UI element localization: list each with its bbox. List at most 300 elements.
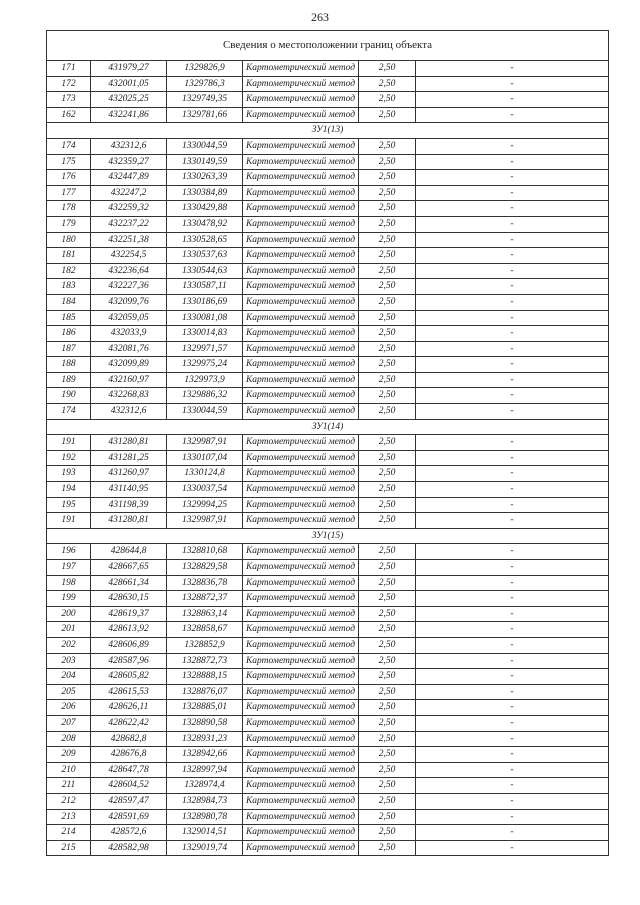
x-coordinate-cell: 428597,47 (91, 793, 167, 809)
method-cell: Картометрический метод (243, 544, 359, 560)
table-row (47, 404, 609, 420)
x-coordinate-cell: 428647,78 (91, 762, 167, 778)
y-coordinate-cell: 1330081,08 (167, 310, 243, 326)
x-coordinate-cell: 432160,97 (91, 372, 167, 388)
description-cell: - (416, 591, 609, 607)
method-cell: Картометрический метод (243, 107, 359, 123)
y-coordinate-cell: 1328829,58 (167, 560, 243, 576)
x-coordinate-cell: 431260,97 (91, 466, 167, 482)
description-cell: - (416, 700, 609, 716)
table-row (47, 357, 609, 373)
description-cell: - (416, 560, 609, 576)
table-row (47, 575, 609, 591)
x-coordinate-cell: 428626,11 (91, 700, 167, 716)
table-row (47, 61, 609, 77)
point-number-cell: 205 (47, 684, 91, 700)
description-cell: - (416, 715, 609, 731)
description-cell: - (416, 637, 609, 653)
x-coordinate-cell: 432254,5 (91, 248, 167, 264)
y-coordinate-cell: 1329994,25 (167, 497, 243, 513)
method-cell: Картометрический метод (243, 357, 359, 373)
accuracy-cell: 2,50 (359, 591, 416, 607)
method-cell: Картометрический метод (243, 575, 359, 591)
accuracy-cell: 2,50 (359, 170, 416, 186)
y-coordinate-cell: 1330124,8 (167, 466, 243, 482)
method-cell: Картометрический метод (243, 622, 359, 638)
x-coordinate-cell: 432359,27 (91, 154, 167, 170)
method-cell: Картометрический метод (243, 466, 359, 482)
description-cell: - (416, 216, 609, 232)
method-cell: Картометрический метод (243, 185, 359, 201)
table-row (47, 466, 609, 482)
point-number-cell: 176 (47, 170, 91, 186)
point-number-cell: 175 (47, 154, 91, 170)
description-cell: - (416, 294, 609, 310)
y-coordinate-cell: 1328858,67 (167, 622, 243, 638)
point-number-cell: 179 (47, 216, 91, 232)
accuracy-cell: 2,50 (359, 747, 416, 763)
x-coordinate-cell: 428587,96 (91, 653, 167, 669)
table-row (47, 622, 609, 638)
table-row (47, 482, 609, 498)
group-label: ЗУ1(13) (47, 123, 609, 139)
description-cell: - (416, 513, 609, 529)
table-row (47, 684, 609, 700)
y-coordinate-cell: 1330014,83 (167, 326, 243, 342)
y-coordinate-cell: 1328890,58 (167, 715, 243, 731)
table-row (47, 653, 609, 669)
point-number-cell: 178 (47, 201, 91, 217)
point-number-cell: 215 (47, 840, 91, 856)
y-coordinate-cell: 1330478,92 (167, 216, 243, 232)
y-coordinate-cell: 1330587,11 (167, 279, 243, 295)
description-cell: - (416, 170, 609, 186)
method-cell: Картометрический метод (243, 715, 359, 731)
method-cell: Картометрический метод (243, 450, 359, 466)
accuracy-cell: 2,50 (359, 76, 416, 92)
y-coordinate-cell: 1329987,91 (167, 435, 243, 451)
description-cell: - (416, 840, 609, 856)
y-coordinate-cell: 1328872,73 (167, 653, 243, 669)
method-cell: Картометрический метод (243, 591, 359, 607)
table-row (47, 793, 609, 809)
x-coordinate-cell: 431280,81 (91, 435, 167, 451)
y-coordinate-cell: 1329781,66 (167, 107, 243, 123)
y-coordinate-cell: 1329786,3 (167, 76, 243, 92)
description-cell: - (416, 825, 609, 841)
x-coordinate-cell: 432059,05 (91, 310, 167, 326)
description-cell: - (416, 404, 609, 420)
point-number-cell: 174 (47, 138, 91, 154)
method-cell: Картометрический метод (243, 825, 359, 841)
x-coordinate-cell: 432081,76 (91, 341, 167, 357)
y-coordinate-cell: 1329019,74 (167, 840, 243, 856)
method-cell: Картометрический метод (243, 201, 359, 217)
description-cell: - (416, 76, 609, 92)
method-cell: Картометрический метод (243, 248, 359, 264)
point-number-cell: 194 (47, 482, 91, 498)
method-cell: Картометрический метод (243, 762, 359, 778)
method-cell: Картометрический метод (243, 513, 359, 529)
y-coordinate-cell: 1330263,39 (167, 170, 243, 186)
x-coordinate-cell: 428606,89 (91, 637, 167, 653)
x-coordinate-cell: 432447,89 (91, 170, 167, 186)
x-coordinate-cell: 432259,32 (91, 201, 167, 217)
point-number-cell: 189 (47, 372, 91, 388)
point-number-cell: 162 (47, 107, 91, 123)
method-cell: Картометрический метод (243, 747, 359, 763)
point-number-cell: 182 (47, 263, 91, 279)
table-row (47, 185, 609, 201)
x-coordinate-cell: 432033,9 (91, 326, 167, 342)
method-cell: Картометрический метод (243, 700, 359, 716)
table-row (47, 809, 609, 825)
accuracy-cell: 2,50 (359, 606, 416, 622)
accuracy-cell: 2,50 (359, 840, 416, 856)
point-number-cell: 177 (47, 185, 91, 201)
accuracy-cell: 2,50 (359, 793, 416, 809)
description-cell: - (416, 809, 609, 825)
method-cell: Картометрический метод (243, 310, 359, 326)
description-cell: - (416, 263, 609, 279)
description-cell: - (416, 279, 609, 295)
x-coordinate-cell: 432236,64 (91, 263, 167, 279)
point-number-cell: 172 (47, 76, 91, 92)
y-coordinate-cell: 1328863,14 (167, 606, 243, 622)
table-row (47, 263, 609, 279)
table-row (47, 497, 609, 513)
method-cell: Картометрический метод (243, 809, 359, 825)
y-coordinate-cell: 1328997,94 (167, 762, 243, 778)
description-cell: - (416, 138, 609, 154)
x-coordinate-cell: 428682,8 (91, 731, 167, 747)
accuracy-cell: 2,50 (359, 715, 416, 731)
x-coordinate-cell: 432247,2 (91, 185, 167, 201)
x-coordinate-cell: 428676,8 (91, 747, 167, 763)
point-number-cell: 199 (47, 591, 91, 607)
description-cell: - (416, 575, 609, 591)
method-cell: Картометрический метод (243, 388, 359, 404)
method-cell: Картометрический метод (243, 840, 359, 856)
table-row (47, 762, 609, 778)
method-cell: Картометрический метод (243, 372, 359, 388)
accuracy-cell: 2,50 (359, 544, 416, 560)
method-cell: Картометрический метод (243, 341, 359, 357)
accuracy-cell: 2,50 (359, 435, 416, 451)
table-row (47, 76, 609, 92)
y-coordinate-cell: 1329826,9 (167, 61, 243, 77)
table-row (47, 840, 609, 856)
method-cell: Картометрический метод (243, 560, 359, 576)
x-coordinate-cell: 431979,27 (91, 61, 167, 77)
accuracy-cell: 2,50 (359, 482, 416, 498)
point-number-cell: 198 (47, 575, 91, 591)
y-coordinate-cell: 1329749,35 (167, 92, 243, 108)
x-coordinate-cell: 432001,05 (91, 76, 167, 92)
description-cell: - (416, 793, 609, 809)
method-cell: Картометрический метод (243, 92, 359, 108)
table-row (47, 825, 609, 841)
description-cell: - (416, 669, 609, 685)
accuracy-cell: 2,50 (359, 372, 416, 388)
group-label: ЗУ1(15) (47, 528, 609, 544)
point-number-cell: 213 (47, 809, 91, 825)
y-coordinate-cell: 1328888,15 (167, 669, 243, 685)
x-coordinate-cell: 431280,81 (91, 513, 167, 529)
description-cell: - (416, 372, 609, 388)
y-coordinate-cell: 1328931,23 (167, 731, 243, 747)
accuracy-cell: 2,50 (359, 497, 416, 513)
y-coordinate-cell: 1328984,73 (167, 793, 243, 809)
method-cell: Картометрический метод (243, 263, 359, 279)
x-coordinate-cell: 428667,65 (91, 560, 167, 576)
x-coordinate-cell: 428572,6 (91, 825, 167, 841)
accuracy-cell: 2,50 (359, 310, 416, 326)
table-row (47, 294, 609, 310)
y-coordinate-cell: 1329987,91 (167, 513, 243, 529)
method-cell: Картометрический метод (243, 606, 359, 622)
table-row (47, 372, 609, 388)
y-coordinate-cell: 1328876,07 (167, 684, 243, 700)
group-header-row (47, 528, 609, 544)
accuracy-cell: 2,50 (359, 154, 416, 170)
y-coordinate-cell: 1330537,63 (167, 248, 243, 264)
x-coordinate-cell: 428591,69 (91, 809, 167, 825)
accuracy-cell: 2,50 (359, 825, 416, 841)
method-cell: Картометрический метод (243, 138, 359, 154)
table-row (47, 216, 609, 232)
point-number-cell: 207 (47, 715, 91, 731)
x-coordinate-cell: 432237,22 (91, 216, 167, 232)
x-coordinate-cell: 428615,53 (91, 684, 167, 700)
table-row (47, 731, 609, 747)
y-coordinate-cell: 1330149,59 (167, 154, 243, 170)
x-coordinate-cell: 428619,37 (91, 606, 167, 622)
method-cell: Картометрический метод (243, 653, 359, 669)
accuracy-cell: 2,50 (359, 185, 416, 201)
method-cell: Картометрический метод (243, 279, 359, 295)
y-coordinate-cell: 1330544,63 (167, 263, 243, 279)
table-row (47, 669, 609, 685)
y-coordinate-cell: 1329886,32 (167, 388, 243, 404)
table-row (47, 154, 609, 170)
accuracy-cell: 2,50 (359, 232, 416, 248)
x-coordinate-cell: 428604,52 (91, 778, 167, 794)
description-cell: - (416, 310, 609, 326)
accuracy-cell: 2,50 (359, 669, 416, 685)
point-number-cell: 191 (47, 513, 91, 529)
point-number-cell: 210 (47, 762, 91, 778)
point-number-cell: 211 (47, 778, 91, 794)
table-row (47, 637, 609, 653)
description-cell: - (416, 450, 609, 466)
accuracy-cell: 2,50 (359, 248, 416, 264)
description-cell: - (416, 92, 609, 108)
description-cell: - (416, 107, 609, 123)
y-coordinate-cell: 1328974,4 (167, 778, 243, 794)
method-cell: Картометрический метод (243, 61, 359, 77)
method-cell: Картометрический метод (243, 435, 359, 451)
description-cell: - (416, 201, 609, 217)
y-coordinate-cell: 1328810,68 (167, 544, 243, 560)
table-row (47, 560, 609, 576)
y-coordinate-cell: 1329971,57 (167, 341, 243, 357)
point-number-cell: 212 (47, 793, 91, 809)
table-row (47, 544, 609, 560)
accuracy-cell: 2,50 (359, 357, 416, 373)
method-cell: Картометрический метод (243, 637, 359, 653)
method-cell: Картометрический метод (243, 154, 359, 170)
method-cell: Картометрический метод (243, 404, 359, 420)
method-cell: Картометрический метод (243, 294, 359, 310)
method-cell: Картометрический метод (243, 216, 359, 232)
x-coordinate-cell: 431198,39 (91, 497, 167, 513)
table-row (47, 138, 609, 154)
point-number-cell: 173 (47, 92, 91, 108)
table-row (47, 326, 609, 342)
y-coordinate-cell: 1330107,04 (167, 450, 243, 466)
method-cell: Картометрический метод (243, 778, 359, 794)
description-cell: - (416, 762, 609, 778)
description-cell: - (416, 326, 609, 342)
group-header-row (47, 419, 609, 435)
x-coordinate-cell: 432251,38 (91, 232, 167, 248)
table-row (47, 341, 609, 357)
y-coordinate-cell: 1328872,37 (167, 591, 243, 607)
boundary-coordinates-table (46, 30, 609, 856)
y-coordinate-cell: 1328942,66 (167, 747, 243, 763)
x-coordinate-cell: 432241,86 (91, 107, 167, 123)
x-coordinate-cell: 432227,36 (91, 279, 167, 295)
description-cell: - (416, 341, 609, 357)
accuracy-cell: 2,50 (359, 61, 416, 77)
accuracy-cell: 2,50 (359, 700, 416, 716)
table-row (47, 778, 609, 794)
description-cell: - (416, 622, 609, 638)
table-row (47, 107, 609, 123)
point-number-cell: 202 (47, 637, 91, 653)
accuracy-cell: 2,50 (359, 404, 416, 420)
point-number-cell: 181 (47, 248, 91, 264)
group-label: ЗУ1(14) (47, 419, 609, 435)
description-cell: - (416, 497, 609, 513)
accuracy-cell: 2,50 (359, 450, 416, 466)
point-number-cell: 203 (47, 653, 91, 669)
point-number-cell: 184 (47, 294, 91, 310)
method-cell: Картометрический метод (243, 497, 359, 513)
point-number-cell: 192 (47, 450, 91, 466)
description-cell: - (416, 232, 609, 248)
point-number-cell: 209 (47, 747, 91, 763)
point-number-cell: 190 (47, 388, 91, 404)
method-cell: Картометрический метод (243, 76, 359, 92)
point-number-cell: 191 (47, 435, 91, 451)
point-number-cell: 201 (47, 622, 91, 638)
accuracy-cell: 2,50 (359, 684, 416, 700)
accuracy-cell: 2,50 (359, 92, 416, 108)
point-number-cell: 171 (47, 61, 91, 77)
point-number-cell: 208 (47, 731, 91, 747)
x-coordinate-cell: 432099,89 (91, 357, 167, 373)
point-number-cell: 200 (47, 606, 91, 622)
x-coordinate-cell: 431140,95 (91, 482, 167, 498)
description-cell: - (416, 357, 609, 373)
x-coordinate-cell: 432312,6 (91, 138, 167, 154)
x-coordinate-cell: 428644,8 (91, 544, 167, 560)
table-row (47, 715, 609, 731)
accuracy-cell: 2,50 (359, 622, 416, 638)
table-row (47, 170, 609, 186)
y-coordinate-cell: 1330429,88 (167, 201, 243, 217)
description-cell: - (416, 747, 609, 763)
x-coordinate-cell: 432312,6 (91, 404, 167, 420)
y-coordinate-cell: 1329973,9 (167, 372, 243, 388)
method-cell: Картометрический метод (243, 684, 359, 700)
accuracy-cell: 2,50 (359, 653, 416, 669)
table-row (47, 513, 609, 529)
point-number-cell: 193 (47, 466, 91, 482)
accuracy-cell: 2,50 (359, 294, 416, 310)
table-row (47, 700, 609, 716)
table-row (47, 606, 609, 622)
y-coordinate-cell: 1330044,59 (167, 404, 243, 420)
method-cell: Картометрический метод (243, 482, 359, 498)
y-coordinate-cell: 1328852,9 (167, 637, 243, 653)
table-row (47, 232, 609, 248)
table-title-row (47, 31, 609, 61)
y-coordinate-cell: 1330037,54 (167, 482, 243, 498)
x-coordinate-cell: 432099,76 (91, 294, 167, 310)
accuracy-cell: 2,50 (359, 762, 416, 778)
accuracy-cell: 2,50 (359, 341, 416, 357)
table-row (47, 279, 609, 295)
y-coordinate-cell: 1329014,51 (167, 825, 243, 841)
point-number-cell: 204 (47, 669, 91, 685)
point-number-cell: 187 (47, 341, 91, 357)
x-coordinate-cell: 432025,25 (91, 92, 167, 108)
point-number-cell: 174 (47, 404, 91, 420)
accuracy-cell: 2,50 (359, 560, 416, 576)
x-coordinate-cell: 428622,42 (91, 715, 167, 731)
accuracy-cell: 2,50 (359, 731, 416, 747)
table-row (47, 92, 609, 108)
accuracy-cell: 2,50 (359, 326, 416, 342)
table-row (47, 450, 609, 466)
accuracy-cell: 2,50 (359, 388, 416, 404)
accuracy-cell: 2,50 (359, 466, 416, 482)
accuracy-cell: 2,50 (359, 216, 416, 232)
accuracy-cell: 2,50 (359, 201, 416, 217)
x-coordinate-cell: 428582,98 (91, 840, 167, 856)
accuracy-cell: 2,50 (359, 778, 416, 794)
point-number-cell: 214 (47, 825, 91, 841)
description-cell: - (416, 435, 609, 451)
point-number-cell: 197 (47, 560, 91, 576)
x-coordinate-cell: 428661,34 (91, 575, 167, 591)
x-coordinate-cell: 428630,15 (91, 591, 167, 607)
table-row (47, 435, 609, 451)
y-coordinate-cell: 1328885,01 (167, 700, 243, 716)
description-cell: - (416, 778, 609, 794)
point-number-cell: 186 (47, 326, 91, 342)
method-cell: Картометрический метод (243, 793, 359, 809)
accuracy-cell: 2,50 (359, 809, 416, 825)
accuracy-cell: 2,50 (359, 575, 416, 591)
accuracy-cell: 2,50 (359, 107, 416, 123)
table-row (47, 201, 609, 217)
group-header-row (47, 123, 609, 139)
point-number-cell: 183 (47, 279, 91, 295)
